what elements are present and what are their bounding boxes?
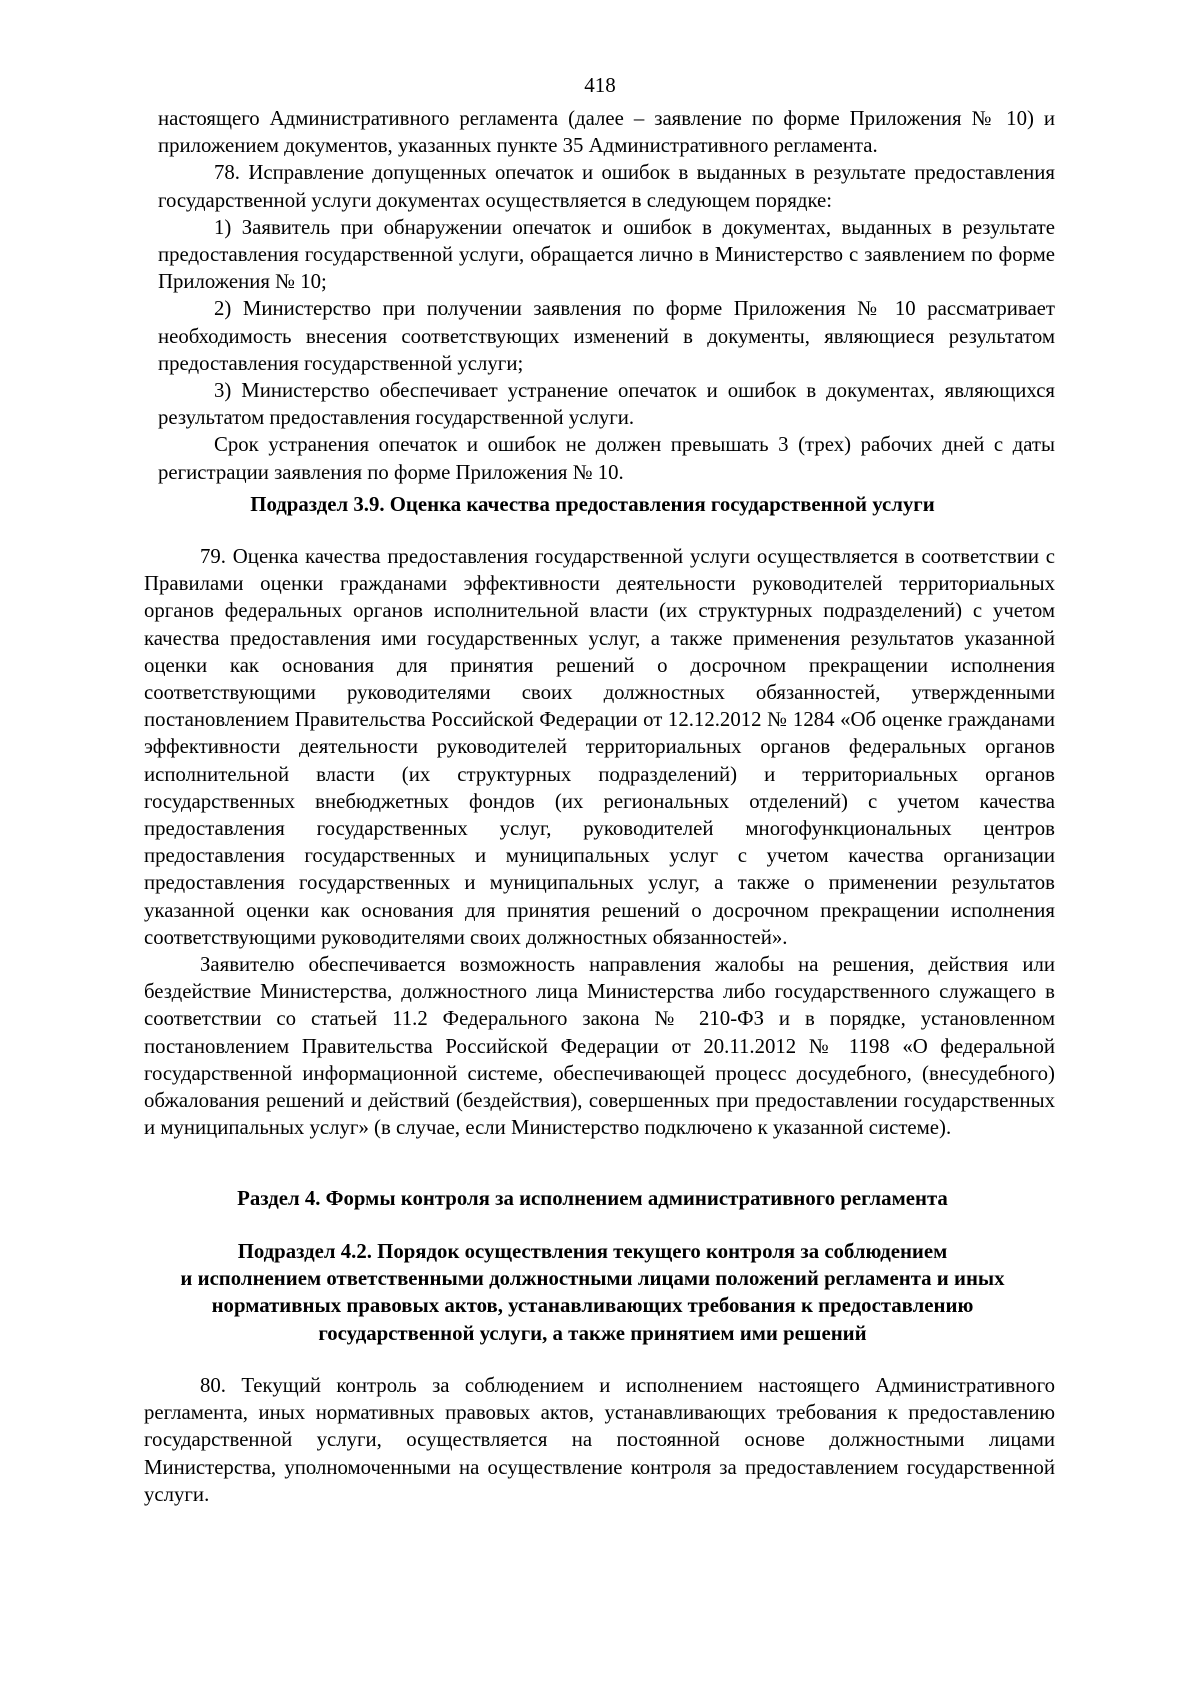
paragraph-continuation: настоящего Административного регламента (далее – заявление по форме Приложения № 10) и приложением документов, указанных пункте 35 Административного регламента.: [158, 107, 1055, 158]
page-number: 418: [584, 73, 616, 97]
subsection-4-2-line-3: нормативных правовых актов, устанавливающих требования к предоставлению: [211, 1294, 974, 1318]
subsection-4-2-line-4: государственной услуги, а также принятием ими решений: [318, 1321, 867, 1345]
subsection-3-9-title: Подраздел 3.9. Оценка качества предоставления государственной услуги: [250, 493, 935, 516]
subsection-4-2-line-1: Подраздел 4.2. Порядок осуществления текущего контроля за соблюдением: [237, 1240, 948, 1263]
subsection-4-2-heading: [140, 1238, 1045, 1347]
middle-text-block: [144, 543, 1055, 1141]
paragraph-complaint: Заявителю обеспечивается возможность направления жалобы на решения, действия или бездействие Министерства, должностного лица Министерства либо государственного служащего в соответствии со статьей 11.2 Федерального закона № 210-ФЗ и в порядке, установленном постановлением Правительства Российской Федерации от 20.11.2012 № 1198 «О федеральной государственной информационной системе, обеспечивающей процесс досудебного, (внесудебного) обжалования решений и действий (бездействия), совершенных при предоставлении государственных и муниципальных услуг» (в случае, если Министерство подключено к указанной системе).: [144, 953, 1055, 1140]
paragraph-78: 78. Исправление допущенных опечаток и ошибок в выданных в результате предоставления государственной услуги документах осуществляется в следующем порядке:: [158, 161, 1055, 212]
paragraph-80: 80. Текущий контроль за соблюдением и исполнением настоящего Административного регламента, иных нормативных правовых актов, устанавливающих требования к предоставлению государственной услуги, осуществляется на постоянной основе должностными лицами Министерства, уполномоченными на осуществление контроля за предоставлением государственной услуги.: [144, 1374, 1055, 1506]
subsection-4-2-line-2: и исполнением ответственными должностными лицами положений регламента и иных: [180, 1267, 1005, 1291]
paragraph-78-item-1: 1) Заявитель при обнаружении опечаток и ошибок в документах, выданных в результате предоставления государственной услуги, обращается лично в Министерство с заявлением по форме Приложения № 10;: [158, 215, 1055, 294]
top-text-block: [158, 105, 1055, 486]
paragraph-78-item-2: 2) Министерство при получении заявления по форме Приложения № 10 рассматривает необходимость внесения соответствующих изменений в документы, являющиеся результатом предоставления государственной услуги;: [158, 297, 1055, 375]
paragraph-78-deadline: Срок устранения опечаток и ошибок не должен превышать 3 (трех) рабочих дней с даты регистрации заявления по форме Приложения № 10.: [158, 433, 1055, 484]
bottom-text-block: [144, 1372, 1055, 1508]
section-4-title: Раздел 4. Формы контроля за исполнением административного регламента: [237, 1187, 948, 1210]
paragraph-79: 79. Оценка качества предоставления государственной услуги осуществляется в соответствии с Правилами оценки гражданами эффективности деятельности руководителей территориальных органов федеральных органов исполнительной власти (их структурных подразделений) с учетом качества предоставления ими государственных услуг, а также применения результатов указанной оценки как основания для принятия решений о досрочном прекращении исполнения соответствующими руководителями своих должностных обязанностей, утвержденными постановлением Правительства Российской Федерации от 12.12.2012 № 1284 «Об оценке гражданами эффективности деятельности руководителей территориальных органов федеральных органов исполнительной власти (их структурных подразделений) и территориальных органов государственных внебюджетных фондов (их региональных отделений) с учетом качества предоставления государственных услуг, руководителей многофункциональных центров предоставления государственных и муниципальных услуг с учетом качества организации предоставления государственных и муниципальных услуг, а также о применении результатов указанной оценки как основания для принятия решений о досрочном прекращении исполнения соответствующими руководителями своих должностных обязанностей».: [144, 545, 1055, 949]
paragraph-78-item-3: 3) Министерство обеспечивает устранение опечаток и ошибок в документах, являющихся результатом предоставления государственной услуги.: [158, 379, 1055, 430]
section-4-heading: [140, 1185, 1045, 1212]
subsection-3-9-heading: [140, 491, 1045, 518]
